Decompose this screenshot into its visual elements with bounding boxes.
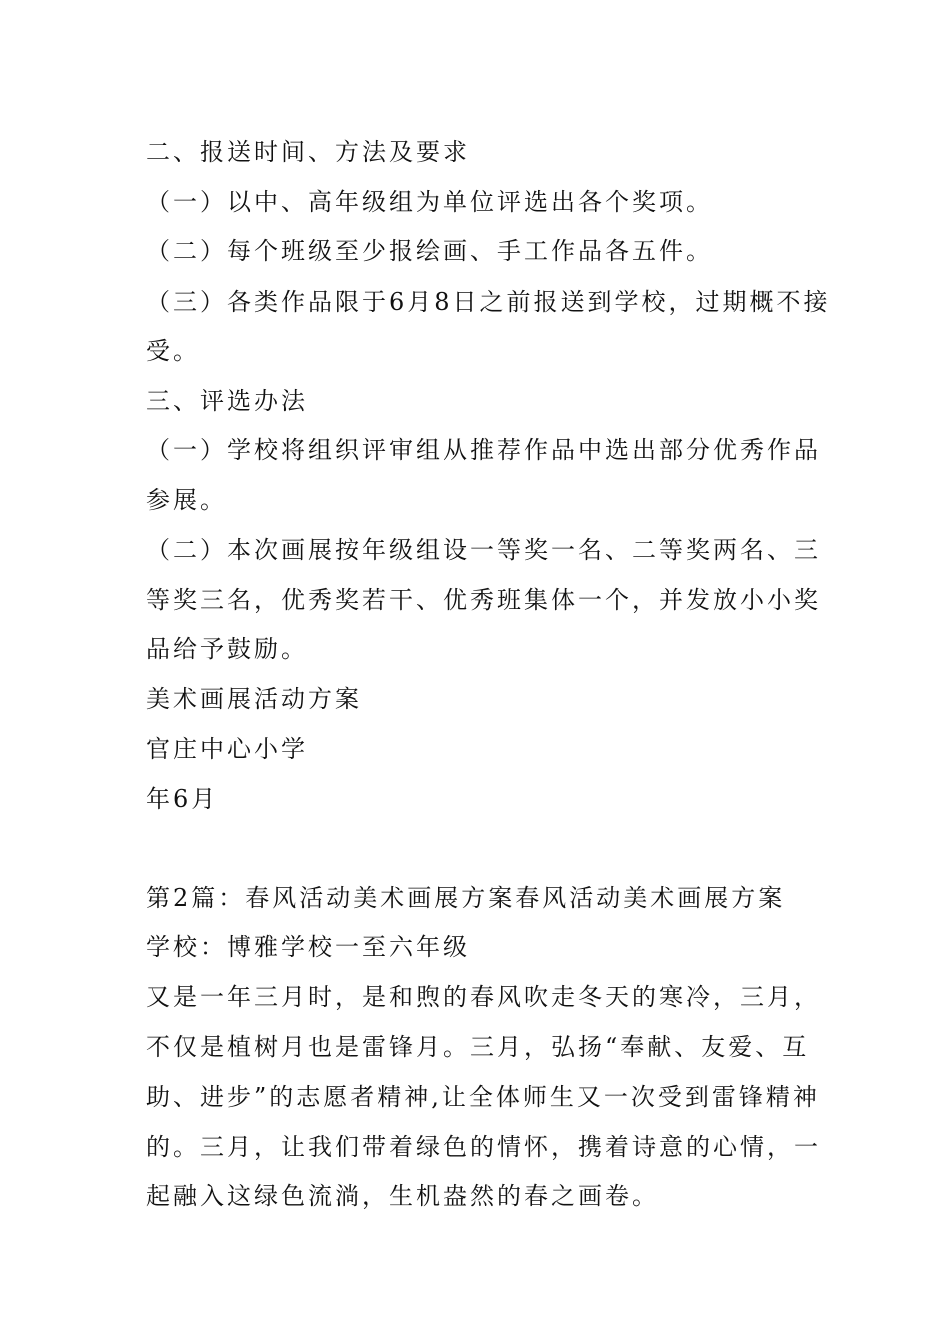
article-heading: 第2篇：春风活动美术画展方案春风活动美术画展方案: [146, 884, 786, 912]
paragraph-line: 的。三月，让我们带着绿色的情怀，携着诗意的心情，一: [146, 1133, 821, 1161]
school-line: 学校：博雅学校一至六年级: [146, 933, 470, 961]
paragraph-line: 等奖三名，优秀奖若干、优秀班集体一个，并发放小小奖: [146, 586, 821, 614]
paragraph-line: （三）各类作品限于6月8日之前报送到学校，过期概不接: [146, 288, 831, 316]
signature-date: 年6月: [146, 785, 219, 813]
paragraph-line: （一）学校将组织评审组从推荐作品中选出部分优秀作品: [146, 436, 821, 464]
paragraph-line: 受。: [146, 337, 200, 365]
paragraph-line: （二）本次画展按年级组设一等奖一名、二等奖两名、三: [146, 536, 821, 564]
paragraph-line: 又是一年三月时，是和煦的春风吹走冬天的寒冷，三月，: [146, 983, 821, 1011]
paragraph-line: 起融入这绿色流淌，生机盎然的春之画卷。: [146, 1182, 659, 1210]
paragraph-line: （二）每个班级至少报绘画、手工作品各五件。: [146, 237, 713, 265]
paragraph-line: 参展。: [146, 486, 227, 514]
signature-title: 美术画展活动方案: [146, 685, 362, 713]
section-heading-submission: 二、报送时间、方法及要求: [146, 138, 470, 166]
paragraph-line: 不仅是植树月也是雷锋月。三月，弘扬“奉献、友爱、互: [146, 1033, 810, 1061]
paragraph-line: （一）以中、高年级组为单位评选出各个奖项。: [146, 188, 713, 216]
paragraph-line: 品给予鼓励。: [146, 635, 308, 663]
section-heading-evaluation: 三、评选办法: [146, 387, 308, 415]
paragraph-line: 助、进步”的志愿者精神,让全体师生又一次受到雷锋精神: [146, 1083, 820, 1111]
signature-school: 官庄中心小学: [146, 735, 308, 763]
